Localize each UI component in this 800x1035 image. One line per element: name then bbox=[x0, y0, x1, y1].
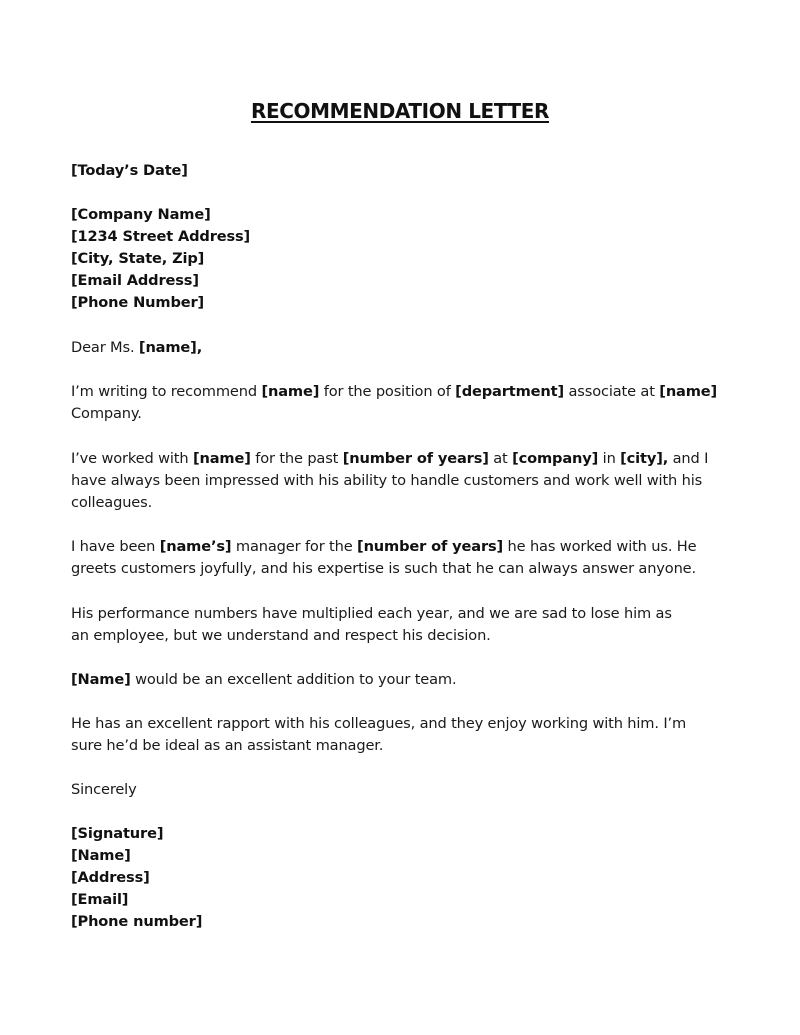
paragraph-2-line-3 bbox=[71, 492, 152, 514]
body-text: greets customers joyfully, and his expertise is such that he can always answer anyone. bbox=[71, 560, 696, 577]
placeholder-text: [company] bbox=[512, 450, 599, 467]
paragraph-2-line-2 bbox=[71, 470, 702, 492]
body-text: at bbox=[488, 450, 513, 467]
salutation-prefix: Dear Ms. bbox=[71, 339, 139, 356]
paragraph-1-line-2 bbox=[71, 403, 142, 425]
body-text: associate at bbox=[564, 383, 660, 400]
salutation-name: [name], bbox=[138, 339, 203, 356]
body-text: colleagues. bbox=[71, 494, 153, 511]
closing: Sincerely bbox=[71, 781, 137, 798]
paragraph-3-line-1 bbox=[71, 536, 696, 558]
body-text: in bbox=[598, 450, 621, 467]
company-city-state-zip: [City, State, Zip] bbox=[71, 250, 205, 267]
body-text: for the position of bbox=[319, 383, 456, 400]
paragraph-6-line-1 bbox=[71, 713, 686, 735]
placeholder-text: [name] bbox=[261, 383, 320, 400]
placeholder-text: [number of years] bbox=[357, 538, 504, 555]
placeholder-text: [Name] bbox=[71, 671, 131, 688]
signer-name: [Name] bbox=[71, 847, 131, 864]
company-email-address: [Email Address] bbox=[71, 272, 199, 289]
signature-placeholder: [Signature] bbox=[71, 825, 164, 842]
placeholder-text: [name] bbox=[192, 450, 251, 467]
placeholder-text: [number of years] bbox=[342, 450, 489, 467]
placeholder-text: [name] bbox=[659, 383, 718, 400]
body-text: I have been bbox=[71, 538, 160, 555]
body-text: His performance numbers have multiplied each year, and we are sad to lose him as bbox=[71, 605, 672, 622]
company-name: [Company Name] bbox=[71, 206, 211, 223]
paragraph-4-line-1 bbox=[71, 603, 672, 625]
signer-address: [Address] bbox=[71, 869, 150, 886]
paragraph-4-line-2 bbox=[71, 625, 491, 647]
body-text: have always been impressed with his ability to handle customers and work well with his bbox=[71, 472, 703, 489]
signer-email: [Email] bbox=[71, 891, 129, 908]
todays-date: [Today’s Date] bbox=[71, 162, 188, 179]
body-text: manager for the bbox=[231, 538, 358, 555]
body-text: I’m writing to recommend bbox=[71, 383, 262, 400]
body-text: sure he’d be ideal as an assistant manager. bbox=[71, 737, 384, 754]
body-text: he has worked with us. He bbox=[503, 538, 697, 555]
letter-title: RECOMMENDATION LETTER bbox=[250, 99, 550, 123]
paragraph-6-line-2 bbox=[71, 735, 383, 757]
company-street-address: [1234 Street Address] bbox=[71, 228, 251, 245]
paragraph-3-line-2 bbox=[71, 558, 696, 580]
signer-phone-number: [Phone number] bbox=[71, 913, 203, 930]
body-text: for the past bbox=[250, 450, 343, 467]
placeholder-text: [city], bbox=[620, 450, 669, 467]
salutation bbox=[71, 337, 202, 359]
body-text: would be an excellent addition to your team. bbox=[130, 671, 457, 688]
body-text: I’ve worked with bbox=[71, 450, 193, 467]
body-text: and I bbox=[668, 450, 709, 467]
company-phone-number: [Phone Number] bbox=[71, 294, 205, 311]
paragraph-1-line-1 bbox=[71, 381, 717, 403]
paragraph-5-line-1 bbox=[71, 669, 456, 691]
body-text: an employee, but we understand and respect his decision. bbox=[71, 627, 491, 644]
placeholder-text: [department] bbox=[455, 383, 564, 400]
body-text: He has an excellent rapport with his colleagues, and they enjoy working with him. I’m bbox=[71, 715, 687, 732]
placeholder-text: [name’s] bbox=[159, 538, 232, 555]
body-text: Company. bbox=[71, 405, 142, 422]
paragraph-2-line-1 bbox=[71, 448, 708, 470]
